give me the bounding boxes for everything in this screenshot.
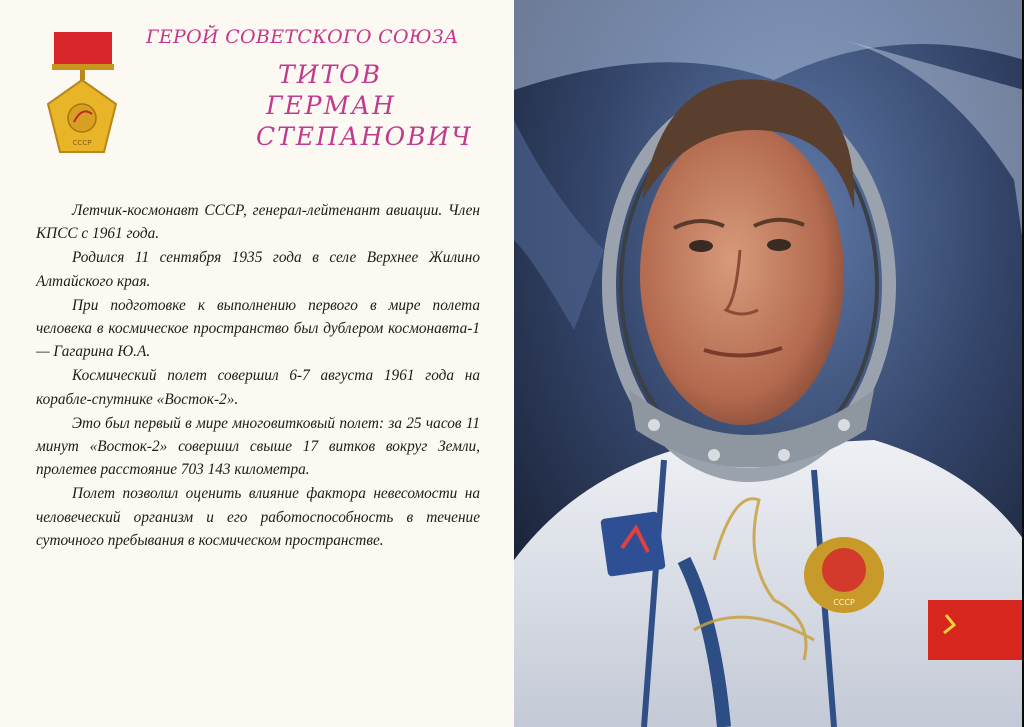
bio-paragraph: Это был первый в мире многовитковый полет: за 25 часов 11 минут «Восток-2» совершил свыше 17 витков вокруг Земли, пролетев расстояние 703 143 километра.: [36, 414, 480, 479]
mission-patch: [600, 511, 666, 577]
patronymic: СТЕПАНОВИЧ: [256, 122, 473, 151]
hero-medal-icon: [46, 32, 118, 158]
eye-left: [689, 240, 713, 252]
medal-text: СССР: [72, 139, 92, 147]
bio-paragraph: Летчик-космонавт СССР, генерал-лейтенант авиации. Член КПСС с 1961 года.: [36, 202, 480, 243]
emblem-globe: [822, 548, 866, 592]
bio-paragraph: Родился 11 сентября 1935 года в селе Верхнее Жилино Алтайского края.: [36, 249, 480, 290]
collar-bolt: [778, 449, 790, 461]
hero-title: ГЕРОЙ СОВЕТСКОГО СОЮЗА: [146, 26, 459, 48]
soviet-flag-patch: [928, 600, 1024, 660]
bio-paragraph: Космический полет совершил 6-7 августа 1961 года на корабле-спутнике «Восток-2».: [36, 367, 480, 408]
eye-right: [767, 239, 791, 251]
surname: ТИТОВ: [278, 60, 383, 89]
collar-bolt: [648, 419, 660, 431]
biography: [36, 199, 480, 553]
emblem-text: СССР: [833, 598, 855, 607]
medal-bar: [52, 64, 114, 70]
collar-bolt: [708, 449, 720, 461]
collar-bolt: [838, 419, 850, 431]
bio-paragraph: Полет позволил оценить влияние фактора невесомости на человеческий организм и его работоспособность в течение суточного пребывания в космическом пространстве.: [36, 485, 480, 549]
cosmonaut-portrait: [514, 0, 1024, 727]
medal-disc: [68, 104, 96, 132]
first-name: ГЕРМАН: [266, 91, 396, 120]
medal-ribbon: [54, 32, 112, 66]
portrait-illustration: [514, 0, 1024, 727]
medal-link: [80, 70, 85, 80]
bio-paragraph: При подготовке к выполнению первого в мире полета человека в космическое пространство был дублером космонавта-1 — Гагарина Ю.А.: [36, 296, 480, 361]
face: [640, 125, 844, 425]
